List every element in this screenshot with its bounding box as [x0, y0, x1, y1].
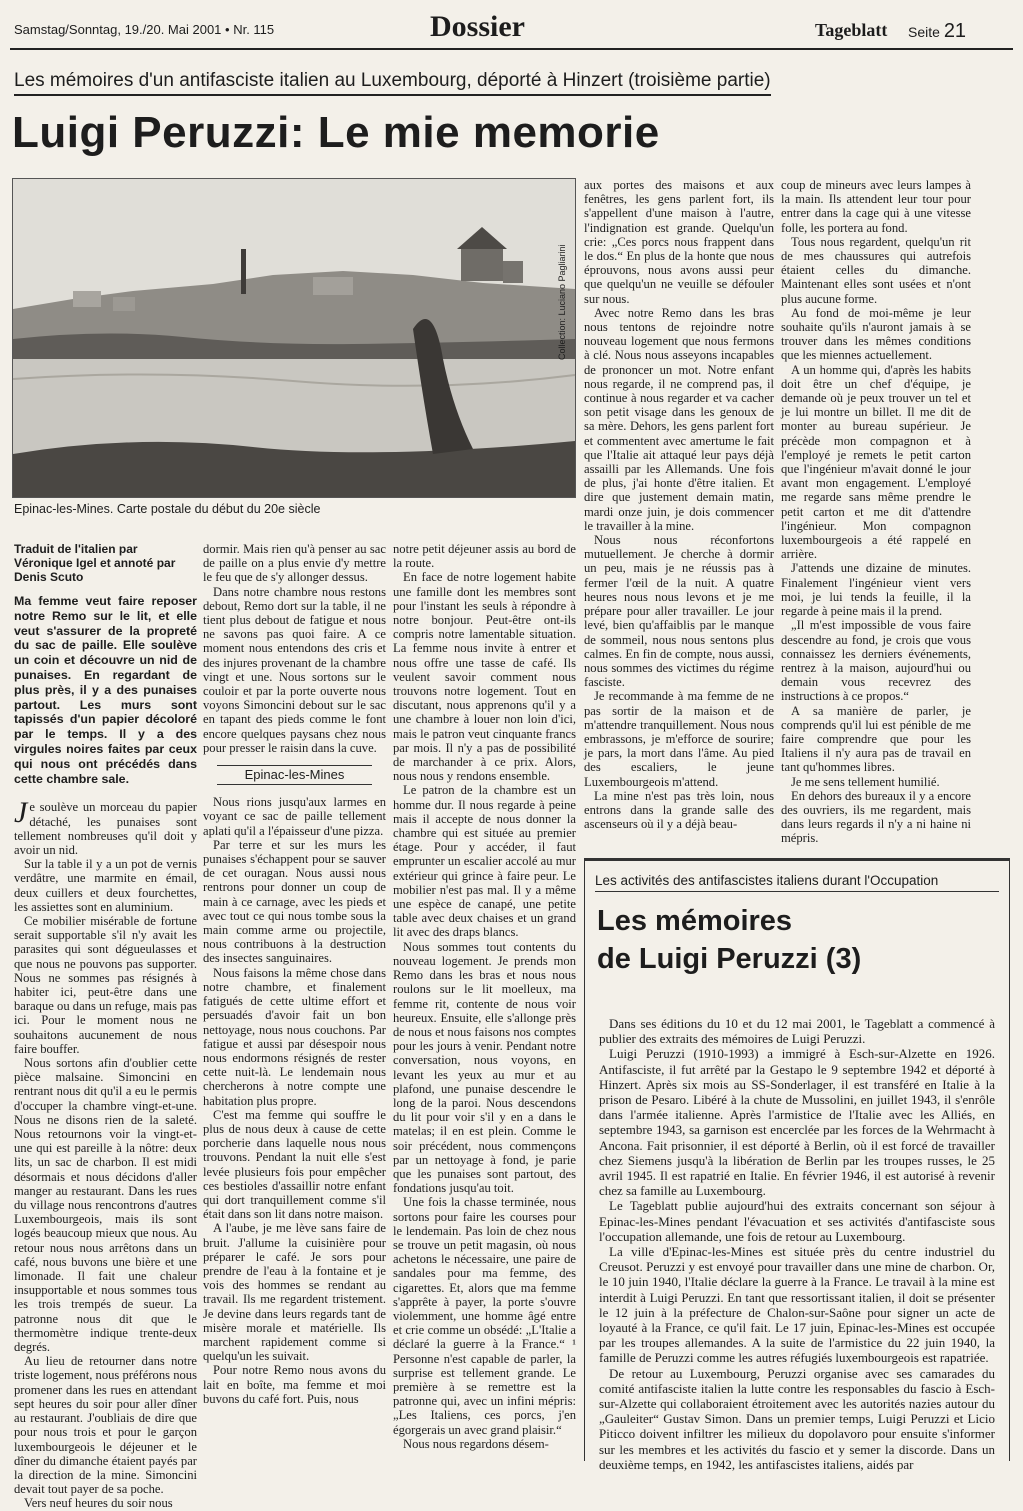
article-paragraph: Sur la table il y a un pot de vernis verdâtre, une marmite en émail, deux cuillers et deux fourchettes, les assiettes sont en aluminium.: [14, 857, 197, 914]
article-paragraph: La mine n'est pas très loin, nous entrons dans la grande salle des ascenseurs où il y a déjà beau-: [584, 788, 774, 832]
article-paragraph: Je recommande à ma femme de ne pas sortir de la maison et de m'attendre tranquillement. Nous nous embrassons, je m'efforce de sourire; je pars, la mort dans l'âme. Au pied des escaliers, le jeune Luxembourgeois m'attend.: [584, 689, 774, 789]
article-paragraph: Nous nous regardons désem-: [403, 1436, 549, 1451]
article-paragraph: „Il m'est impossible de vous faire descendre au fond, je crois que vous connaissez les derniers événements, rentrez à la maison, aujourd'hui ou demain vous recevrez des instructions à ce propos.“: [781, 618, 971, 704]
header-rule: [10, 48, 1013, 50]
article-headline: Luigi Peruzzi: Le mie memorie: [12, 108, 660, 157]
article-paragraph: coup de mineurs avec leurs lampes à la main. Ils attendent leur tour pour entrer dans la cage qui à une vitesse folle, les portera au fond.: [781, 178, 971, 235]
article-paragraph: Nous sortons afin d'oublier cette pièce malsaine. Simoncini en rentrant nous dit qu'il a eu le permis d'occuper la chambre vingt-et-une. Nous ne disons rien de la saleté. Nous retournons voir la vingt-et-une qui est pareille à la nôtre: deux lits, un sac de charbon. Il est midi désormais et nous décidons d'aller manger au restaurant. Dans les rues du village nous rencontrons d'autres Luxembourgeois, mais ils sont logés beaucoup mieux que nous. Au retour nous nous arrêtons dans un café, nous buvons une bière et une limonade. Il fait une chaleur insupportable et nous sommes tous les trois trempés de sueur. La patronne nous dit que le thermomètre indique trente-deux degrés.: [14, 1056, 197, 1355]
article-paragraph: Je me sens tellement humilié.: [791, 774, 940, 789]
article-paragraph: Nous rions jusqu'aux larmes en voyant ce sac de paille tellement aplati qu'il a l'épaisseur d'une pizza.: [203, 795, 386, 838]
postcard-photo: [12, 178, 576, 498]
article-paragraph: dormir. Mais rien qu'à penser au sac de paille on a plus envie d'y mettre le feu que de s'y allonger dessus.: [203, 542, 386, 585]
article-kicker: Les mémoires d'un antifasciste italien au Luxembourg, déporté à Hinzert (troisième partie): [14, 70, 771, 96]
byline: Traduit de l'italien par Véronique Igel et annoté par Denis Scuto: [14, 542, 176, 584]
box-title: Les mémoires de Luigi Peruzzi (3): [597, 905, 862, 975]
article-paragraph: Au lieu de retourner dans notre triste logement, nous préférons nous promener dans les rues en attendant sept heures du soir pour aller dîner au restaurant. J'oubliais de dire que pour nous trois et pour le garçon luxembourgeois le déjeuner et le dîner du dimanche étaient payés par la direction de la mine. Simoncini devait tout payer de sa poche.: [14, 1354, 197, 1497]
article-paragraph: Nous nous réconfortons mutuellement. Je cherche à dormir un peu, mais je ne réussis pas à fermer l'œil de la nuit. A quatre heures nous nous levons et je me prépare pour aller travailler. Le jour levé, bien qu'affaiblis par le manque de sommeil, nous nous sentons plus calmes. En fin de compte, nous aussi, nous sommes des victimes du régime fasciste.: [584, 533, 774, 690]
landscape-illustration: [13, 179, 575, 497]
info-box: [584, 858, 1010, 1472]
article-column-5: [781, 178, 971, 846]
box-paragraph: De retour au Luxembourg, Peruzzi organise avec ses camarades du comité antifasciste italien la lutte contre les responsables du fascio à Esch-sur-Alzette qui collaboraient étroitement avec les autorités nazies autour du „Gauleiter“ Gustav Simon. Dans un premier temps, Luigi Peruzzi et Licio Piticco doivent infiltrer les milieux du dopolavoro pour ensuite s'informer sur les membres et les activités du fascio et y semer la discorde. Dans un deuxième temps, en 1942, les antifascistes italiens, aidés par: [599, 1365, 995, 1472]
article-paragraph: Au fond de moi-même je leur souhaite qu'ils n'auront jamais à se trouver dans les mêmes conditions que les miennes actuellement.: [781, 305, 971, 363]
page-number: Seite 21: [908, 20, 967, 42]
photo-caption: Epinac-les-Mines. Carte postale du début du 20e siècle: [14, 502, 321, 516]
article-paragraph: Avec notre Remo dans les bras nous tentons de rejoindre notre nouveau logement que nous fermons à clé. Nous nous asseyons incapables de prononcer un mot. Notre enfant nous regarde, il ne comprend pas, il continue à nous regarder et va cacher son petit visage dans les genoux de sa mère. Dehors, les gens parlent fort et commentent avec amertume le fait que l'Italie ait attaqué leur pays déjà assailli par les Allemands. Une fois de plus, j'ai honte d'être italien. Et dire que justement demain matin, mardi onze juin, je dois commencer le travailler à la mine.: [584, 305, 774, 533]
photo-credit: Collection: Luciano Pagliarini: [557, 244, 567, 360]
article-paragraph: Le patron de la chambre est un homme dur. Il nous regarde à peine mais il accepte de nous donner la chambre qui est située au premier étage. Pour y accéder, il faut emprunter un escalier accolé au mur extérieur qui grince à faire peur. Le mobilier n'est pas mal. Il y a même une espèce de canapé, une petite table avec deux chaises et un grand lit avec des draps blancs.: [393, 783, 576, 940]
box-body: [599, 1016, 995, 1472]
article-column-4: [584, 178, 774, 840]
box-paragraph: Dans ses éditions du 10 et du 12 mai 2001, le Tageblatt a commencé à publier des extraits des mémoires de Luigi Peruzzi.: [599, 1016, 995, 1047]
article-paragraph: Pour notre Remo nous avons du lait en boîte, ma femme et moi buvons du café fort. Puis, nous: [203, 1363, 386, 1406]
box-paragraph: Le Tageblatt publie aujourd'hui des extraits concernant son séjour à Epinac-les-Mines pendant l'évacuation et ses activités d'antifasciste sous l'occupation allemande, une fois de retour au Luxembourg.: [599, 1198, 995, 1244]
article-paragraph: Ce mobilier misérable de fortune serait supportable s'il n'y avait les parasites qui sont dégueulasses et que nous ne pouvons pas supporter. Nous ne sommes pas résignés à habiter ici, peut-être dans une baraque ou dans un refuge, mais pas ici. Pour le moment nous ne souhaitons aucunement de nous faire bouffer.: [14, 913, 197, 1056]
article-paragraph: A un homme qui, d'après les habits doit être un chef d'équipe, je demande où je peux trouver un tel et je lui montre un billet. Il me dit de monter au bureau supérieur. Je précède mon compagnon et à l'employé je remets le petit carton que l'ingénieur m'avait donné le jour avant mon engagement. L'employé me regarde sans même prendre le petit carton et me dit d'attendre l'ingénieur. Mon compagnon luxembourgeois a été rappelé en arrière.: [781, 362, 971, 562]
box-paragraph: Luigi Peruzzi (1910-1993) a immigré à Esch-sur-Alzette en 1926. Antifasciste, il fut arrêté par la Gestapo le 9 septembre 1942 et déporté à Hinzert. Après six mois au SS-Sonderlager, il est transféré en Italie à la prison de Pesaro. Libéré à la chute de Mussolini, en juillet 1943, il s'enrôle dans l'armée italienne. Après l'armistice de l'Italie avec les Alliés, en septembre 1943, sa garnison est encerclée par les forces de la Wehrmacht à Ancona. Fait prisonnier, il est déporté à Berlin, où il est forcé de travailler chez Siemens jusqu'à la libération de Berlin par les troupes russes, le 25 avril 1945. Il est rapatrié en Italie. En février 1946, il est autorisé à revenir chez sa famille au Luxembourg.: [599, 1046, 995, 1199]
article-paragraph: Une fois la chasse terminée, nous sortons pour faire les courses pour le lendemain. Pas loin de chez nous se trouve un petit magasin, où nous achetons le nécessaire, une paire de sandales pour ma femme, des cigarettes. Et, alors que ma femme s'apprête à payer, la porte s'ouvre violemment, une homme âgé entre et crie comme un obsédé: „L'Italie a déclaré la guerre à la France.“ ¹ Personne n'est capable de parler, la surprise est tellement grande. Le première à se remettre est la patronne qui, avec un infini mépris: „Les Italiens, ces porcs, j'en égorgerais un avec grand plaisir.“: [393, 1195, 576, 1437]
article-column-1: [14, 542, 197, 1511]
article-column-2: [203, 542, 386, 1454]
section-title: Dossier: [430, 10, 525, 43]
article-paragraph: notre petit déjeuner assis au bord de la route.: [393, 542, 576, 571]
article-intro: Ma femme veut faire reposer notre Remo sur le lit, et elle veut s'assurer de la propreté du sac de paille. Elle soulève un coin et découvre un nid de punaises. En regardant de plus près, il y a des punaises partout. Les murs sont tapissés d'un papier décoloré par le temps. Il y a des virgules noires faites par ceux qui nous ont précédés dans cette chambre sale.: [14, 594, 197, 786]
newspaper-name: Tageblatt: [815, 20, 888, 40]
subheading: Epinac-les-Mines: [217, 765, 372, 785]
article-paragraph: En face de notre logement habite une famille dont les membres sont pour l'instant les seuls à répondre à notre bonjour. Peut-être ont-ils compris notre lamentable situation. La femme nous invite à entrer et nous offre une tasse de café. Ils veulent savoir comment nous trouvons notre logement. Tout en discutant, nous apprenons qu'il y a une chambre à louer non loin d'ici, mais le patron veut cinquante francs par mois. Il n'y a pas de possibilité de marchander à ce prix. Alors, nous nous y rendons ensemble.: [393, 570, 576, 784]
article-paragraph: A sa manière de parler, je comprends qu'il lui est pénible de me faire comprendre que pour les Italiens il n'y aura pas de travail en tant qu'hommes libres.: [781, 703, 971, 775]
article-paragraph: Dans notre chambre nous restons debout, Remo dort sur la table, il ne tient plus debout de fatigue et nous ne savons pas quoi faire. A ce moment nous entendons des cris et des injures provenant de la chambre vingt et une. Nous sortons sur le couloir et par la porte ouverte nous voyons Simoncini debout sur le sac en tapant des pieds comme le font encore quelques paysans chez nous pour presser le raisin dans la cuve.: [203, 584, 386, 755]
article-paragraph: Nous faisons la même chose dans notre chambre, et finalement fatigués de cette ultime effort et persuadés d'avoir fait un bon nettoyage, nous nous couchons. Par fatigue et aussi par désespoir nous nous endormons résignés de rester cette nuit-là. Le lendemain nous chercherons à notre compte une habitation plus propre.: [203, 965, 386, 1108]
article-paragraph: Vers neuf heures du soir nous: [24, 1496, 173, 1511]
dropcap: J: [14, 796, 28, 830]
issue-date: Samstag/Sonntag, 19./20. Mai 2001 • Nr. 115: [14, 22, 275, 37]
article-paragraph: Je soulève un morceau du papier détaché, les punaises sont tellement nombreuses qu'il doit y avoir un nid.: [14, 796, 197, 857]
article-paragraph: Nous sommes tout contents du nouveau logement. Je prends mon Remo dans les bras et nous nous roulons sur le lit moelleux, ma femme rit, contente de nous voir heureux. Ensuite, elle s'allonge près de nous et nous faisons nos comptes pour les jours à venir. Pendant notre conversation, nous voyons, en levant les yeux au mur et au plafond, une punaise descendre le long de la paroi. Nous descendons du lit pour voir s'il y en a dans le matelas; il en est plein. Comme le soir précédent, nous commençons par un nettoyage à fond, je parie que les punaises sont partout, des fondations jusqu'au toit.: [393, 939, 576, 1196]
box-paragraph: La ville d'Epinac-les-Mines est située près du centre industriel du Creusot. Peruzzi y est envoyé pour travailler dans une mine de charbon. Or, le 10 juin 1940, l'Italie déclare la guerre à la France. Le travail à la mine est interdit à Luigi Peruzzi. En tant que ressortissant italien, il doit se présenter le 12 juin à la préfecture de Chalon-sur-Saône pour signer un acte de loyauté à la France, ce qu'il fait. Le 17 juin, Epinac-les-Mines est occupée par les troupes allemandes. A la suite de l'armistice du 22 juin 1940, la famille de Peruzzi comme les autres réfugiés luxembourgeois est rapatriée.: [599, 1244, 995, 1366]
box-kicker: Les activités des antifascistes italiens durant l'Occupation: [595, 873, 999, 892]
article-paragraph: Tous nous regardent, quelqu'un rit de mes chaussures qui autrefois étaient celles du dimanche. Maintenant elles sont usées et n'ont plus aucune forme.: [781, 234, 971, 306]
article-paragraph: Par terre et sur les murs les punaises s'échappent pour se sauver de cet ouragan. Nous aussi nous rentrons pour donner un coup de main à ce carnage, avec les pieds et avec tout ce qui nous tombe sous la main comme arme ou projectile, nous contribuons à la destruction des insectes sanguinaires.: [203, 837, 386, 966]
article-paragraph: C'est ma femme qui souffre le plus de nous deux à cause de cette porcherie dans laquelle nous nous trouvons. Pendant la nuit elle s'est levée plusieurs fois pour empêcher ces bestioles d'assaillir notre enfant qui dort tranquillement comme s'il était dans son lit dans notre maison.: [203, 1107, 386, 1222]
article-paragraph: En dehors des bureaux il y a encore des ouvriers, ils me regardent, mais dans leurs regards il n'y a ni haine ni mépris.: [781, 788, 971, 846]
article-paragraph: aux portes des maisons et aux fenêtres, les gens parlent fort, ils s'appellent d'une maison à l'autre, l'indignation est grande. Quelqu'un crie: „Ces porcs nous frappent dans le dos.“ En plus de la honte que nous éprouvons, nous avons aussi peur que quelqu'un ne veuille se défouler sur nous.: [584, 178, 774, 306]
article-paragraph: A l'aube, je me lève sans faire de bruit. J'allume la cuisinière pour préparer le café. Je sors pour prendre de l'eau à la fontaine et je vois des hommes se rendant au travail. Ils me regardent tristement. Je devine dans leurs regards tant de misère morale et matérielle. Ils marchent rapidement comme si quelqu'un les suivait.: [203, 1221, 386, 1364]
article-paragraph: J'attends une dizaine de minutes. Finalement l'ingénieur vient vers moi, je lui tends la feuille, il la regarde à peine mais il la prend.: [781, 561, 971, 619]
article-column-3: [393, 542, 576, 1454]
